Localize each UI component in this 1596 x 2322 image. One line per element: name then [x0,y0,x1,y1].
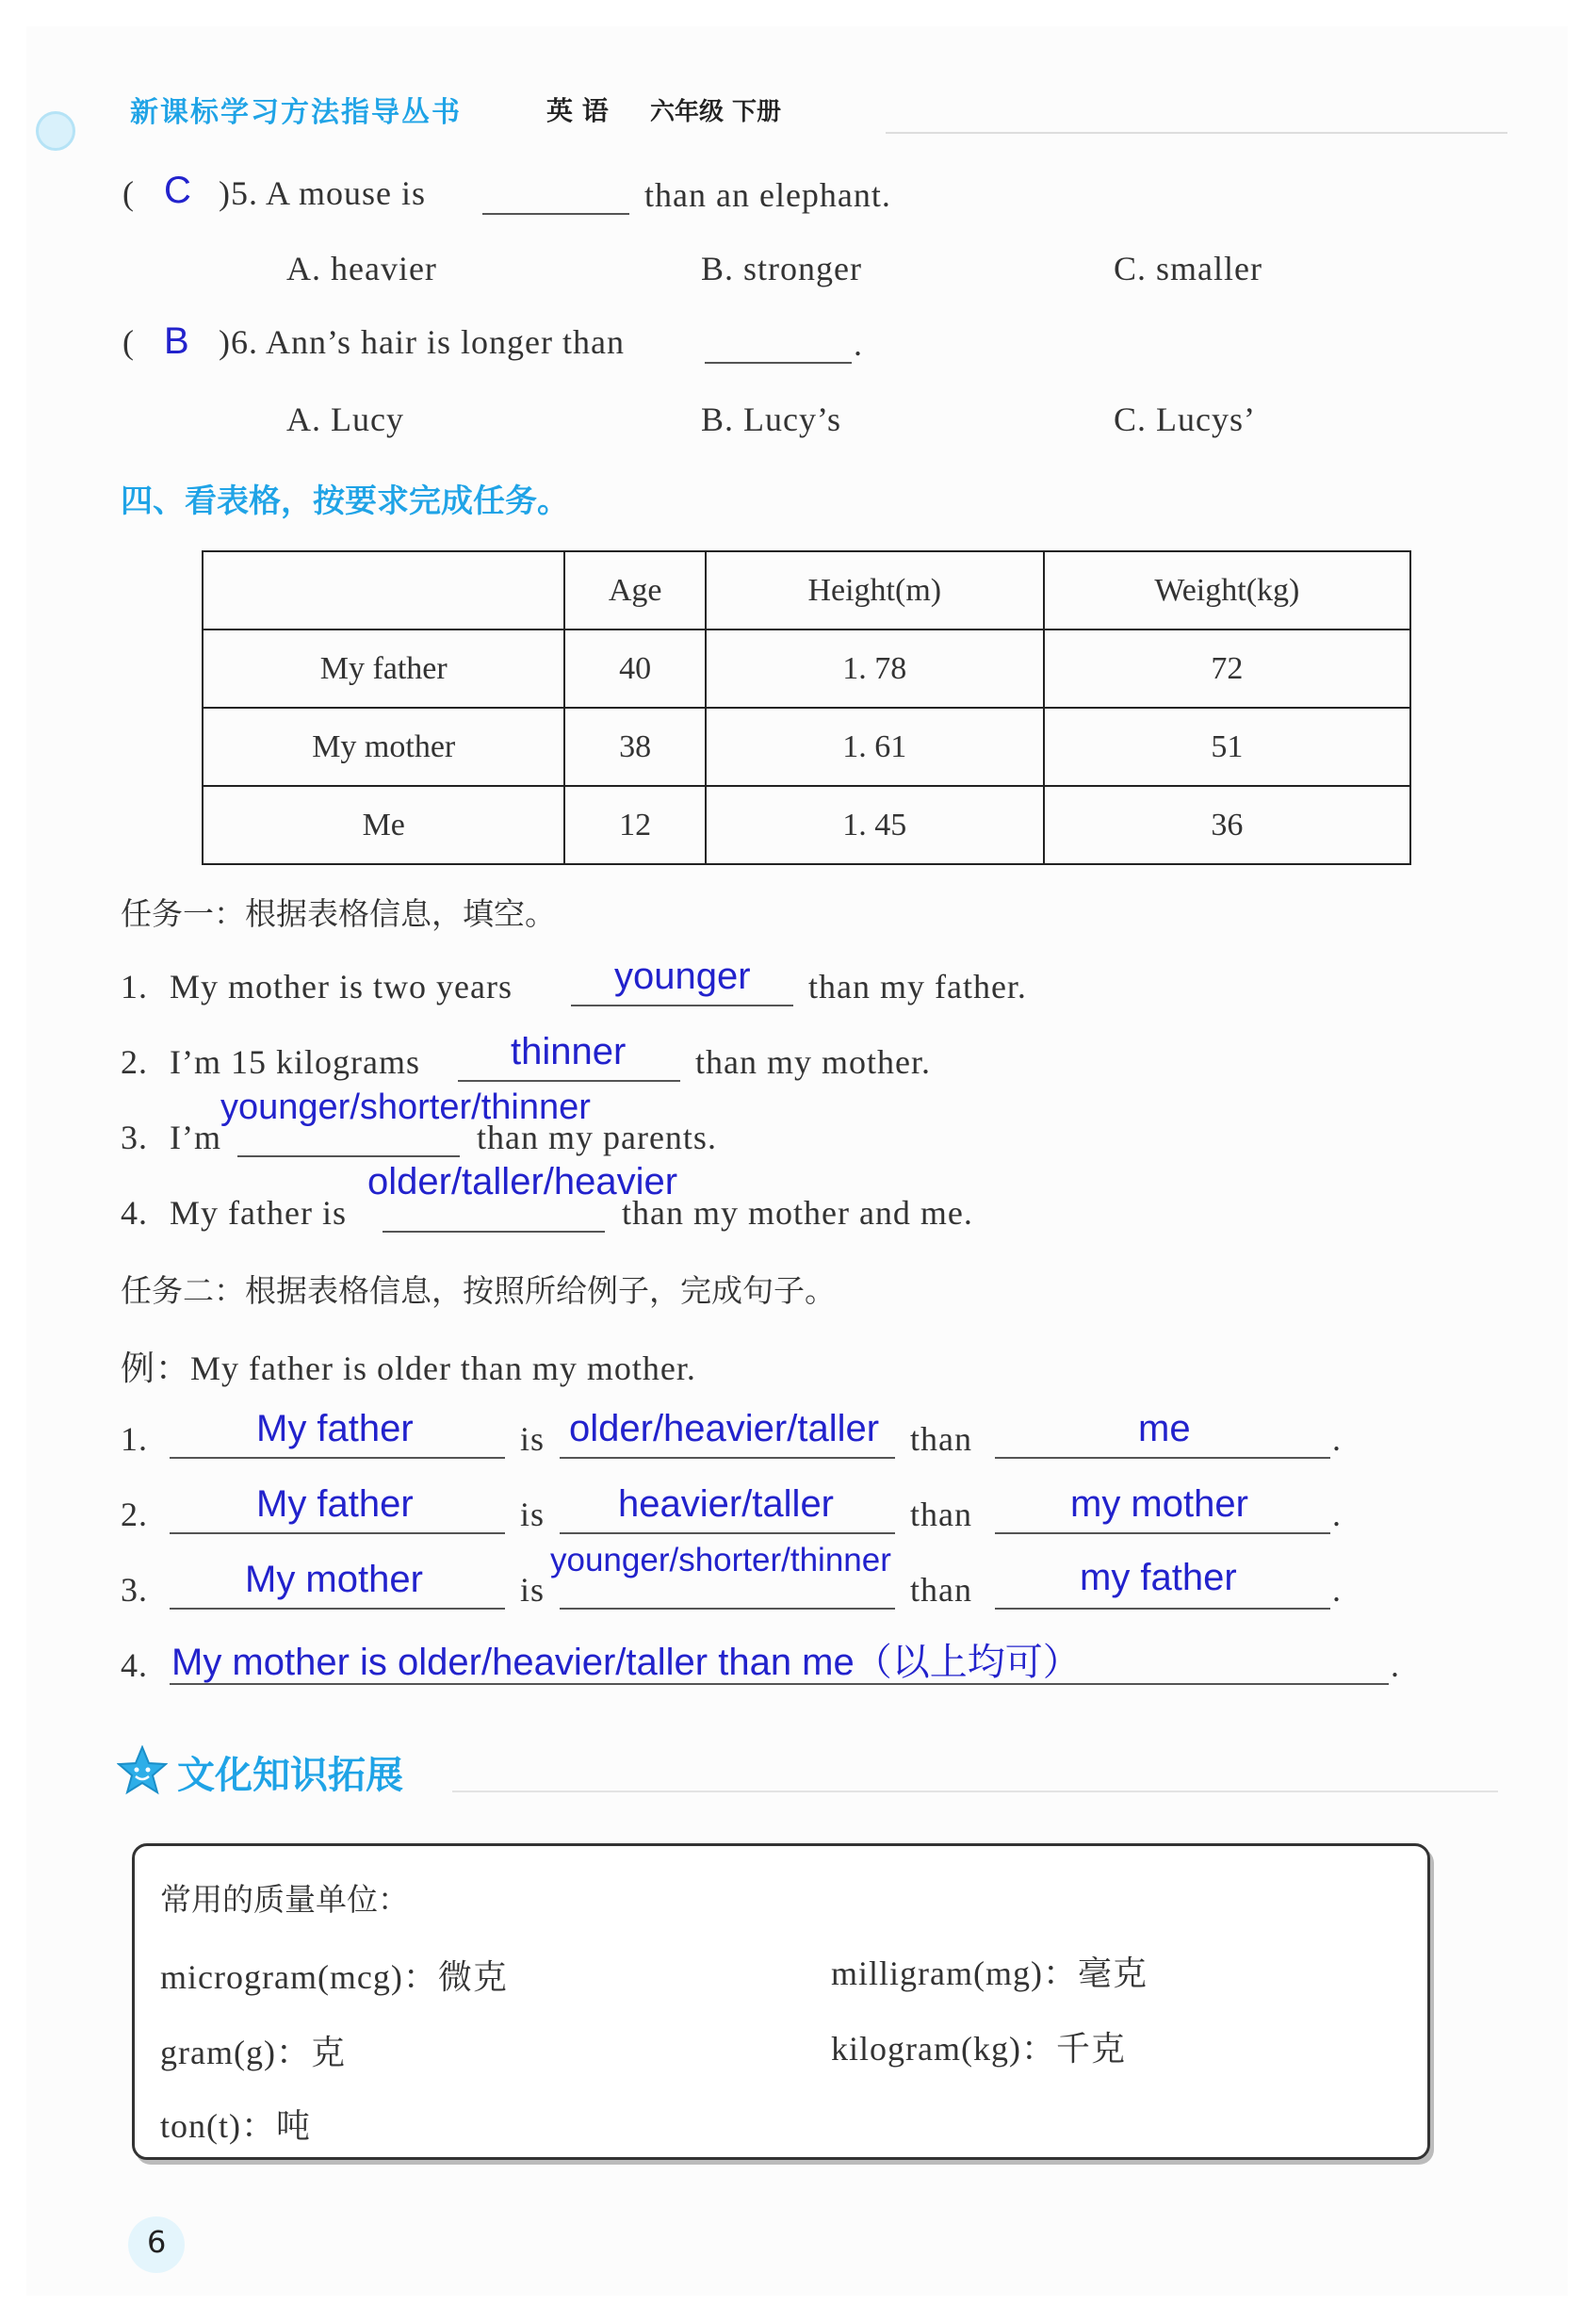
task2-is: is [520,1496,546,1533]
task2-title: 任务二：根据表格信息，按照所给例子，完成句子。 [121,1272,836,1309]
task2-period: . [1332,1496,1342,1533]
mc5-stem-suffix: than an elephant. [644,176,891,214]
task2-blank-a [170,1608,505,1610]
mc5-option-b: B. stronger [701,250,862,287]
task2-blank-c [995,1532,1330,1534]
task2-answer-c: my mother [1070,1483,1248,1525]
task2-than: than [910,1571,972,1609]
table-cell: 1. 78 [706,630,1044,708]
task2-answer-b: heavier/taller [618,1483,835,1525]
task1-item-suffix: than my parents. [477,1119,717,1156]
header-grade: 六年级 下册 [650,98,782,126]
mc6-blank [705,362,852,364]
mc6-stem-prefix: )6. Ann’s hair is longer than [219,323,625,361]
task1-blank [383,1231,605,1233]
task1-item-prefix: I’m 15 kilograms [170,1043,420,1081]
table-cell: My mother [203,708,564,786]
task1-item-num: 1. [121,968,148,1006]
units-box-title: 常用的质量单位： [160,1881,409,1918]
task2-blank-a [170,1457,505,1459]
task1-blank [571,1005,793,1006]
heading-rule [452,1791,1498,1792]
task1-item-prefix: My father is [170,1194,347,1232]
star-icon [117,1745,168,1796]
task1-answer: younger [614,956,751,997]
header-series: 新课标学习方法指导丛书 [130,96,462,129]
task2-item-num: 2. [121,1496,148,1533]
mc5-blank [482,213,629,215]
task2-answer-a: My father [256,1483,414,1525]
table-cell: 38 [564,708,705,786]
mc5-answer: C [164,170,191,211]
task1-title: 任务一：根据表格信息，填空。 [121,895,556,932]
unit-item: gram(g)：克 [160,2034,346,2071]
header-rule [886,132,1507,134]
table-cell: 40 [564,630,705,708]
table-header-cell: Weight(kg) [1044,551,1410,630]
task2-is: is [520,1420,546,1458]
task2-item-num: 4. [121,1646,148,1684]
table-cell: My father [203,630,564,708]
task2-answer-c: me [1138,1408,1191,1449]
header-decor-icon [36,111,75,151]
task2-answer-long: My mother is older/heavier/taller than me（以上均可） [171,1642,1081,1683]
table-cell: Me [203,786,564,864]
task2-answer-a: My mother [245,1559,423,1600]
task1-item-suffix: than my mother and me. [622,1194,973,1232]
table-cell: 12 [564,786,705,864]
task1-item-suffix: than my father. [808,968,1027,1006]
task1-answer: younger/shorter/thinner [220,1087,591,1127]
page-number: 6 [147,2224,167,2260]
mc5-option-c: C. smaller [1114,250,1262,287]
unit-item: milligram(mg)：毫克 [831,1954,1148,1992]
task2-answer-b: younger/shorter/thinner [550,1542,891,1578]
table-row [203,708,1410,786]
task1-item-prefix: I’m [170,1119,221,1156]
task1-answer: thinner [511,1031,627,1072]
task2-than: than [910,1420,972,1458]
unit-item: ton(t)：吨 [160,2107,311,2145]
task2-period: . [1332,1420,1342,1458]
task2-answer-b: older/heavier/taller [569,1408,880,1449]
mc6-stem-suffix: . [854,325,863,363]
table-cell: 36 [1044,786,1410,864]
mc6-paren-open: ( [122,323,135,361]
mc6-option-c: C. Lucys’ [1114,401,1256,438]
mc5-paren-open: ( [122,174,135,212]
task1-item-num: 4. [121,1194,148,1232]
table-cell: 1. 45 [706,786,1044,864]
table-cell: 72 [1044,630,1410,708]
mc6-option-b: B. Lucy’s [701,401,841,438]
table-cell: 51 [1044,708,1410,786]
task2-item-num: 1. [121,1420,148,1458]
culture-heading: 文化知识拓展 [177,1754,403,1797]
table-cell: 1. 61 [706,708,1044,786]
unit-item: kilogram(kg)：千克 [831,2030,1126,2068]
task2-answer-c: my father [1080,1557,1237,1598]
table-header-row [203,551,1410,630]
mc5-option-a: A. heavier [286,250,437,287]
task1-blank [458,1080,680,1082]
table-row [203,786,1410,864]
header-subject: 英 语 [546,95,609,126]
task2-is: is [520,1571,546,1609]
task1-item-suffix: than my mother. [695,1043,931,1081]
task1-answer: older/taller/heavier [367,1161,678,1202]
task2-blank-b [560,1532,895,1534]
task1-item-num: 3. [121,1119,148,1156]
mc5-stem-prefix: )5. A mouse is [219,174,427,212]
task2-blank-a [170,1532,505,1534]
task2-item-num: 3. [121,1571,148,1609]
table-row [203,630,1410,708]
table-header-cell: Height(m) [706,551,1044,630]
task2-period: . [1332,1571,1342,1609]
task2-period: . [1391,1646,1400,1684]
task1-item-num: 2. [121,1043,148,1081]
task2-blank-b [560,1608,895,1610]
mc6-answer: B [164,320,189,362]
task2-example: 例：My father is older than my mother. [121,1349,696,1387]
task1-item-prefix: My mother is two years [170,968,513,1006]
mc6-option-a: A. Lucy [286,401,404,438]
task2-answer-a: My father [256,1408,414,1449]
task2-blank-c [995,1457,1330,1459]
task2-blank-b [560,1457,895,1459]
table-header-cell: Age [564,551,705,630]
table-header-cell [203,551,564,630]
data-table [202,550,1411,865]
task2-blank-c [995,1608,1330,1610]
section4-title: 四、看表格，按要求完成任务。 [121,482,569,520]
unit-item: microgram(mcg)：微克 [160,1958,508,1996]
task2-than: than [910,1496,972,1533]
task1-blank [237,1155,460,1157]
